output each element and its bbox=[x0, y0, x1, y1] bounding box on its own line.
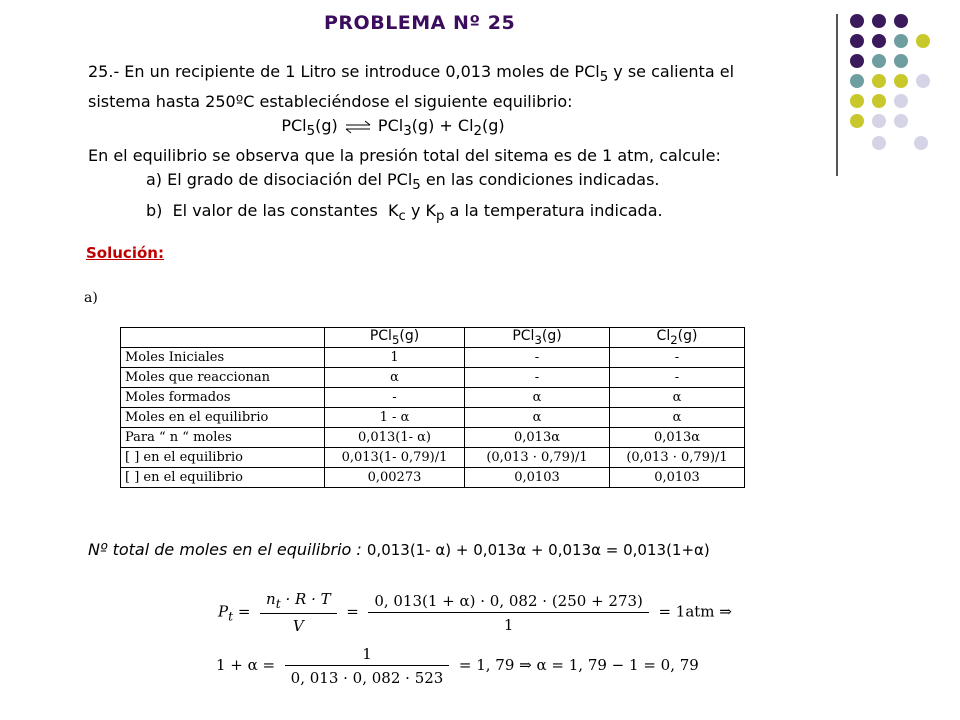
value-cell: 1 bbox=[325, 348, 465, 368]
total-moles-line: Nº total de moles en el equilibrio : 0,013(1- α) + 0,013α + 0,013α = 0,013(1+α) bbox=[88, 540, 710, 559]
value-cell: α bbox=[325, 368, 465, 388]
decorative-dot bbox=[872, 34, 886, 48]
table-header-cell: PCl$_3$(g) bbox=[465, 328, 610, 348]
value-cell: 0,013α bbox=[610, 428, 745, 448]
alpha-fraction: $\frac{1}{0, 013 \cdot 0, 082 \cdot 523}$ bbox=[285, 645, 450, 687]
table-row bbox=[121, 388, 745, 408]
decorative-dot bbox=[894, 14, 908, 28]
decorative-dot bbox=[872, 54, 886, 68]
row-label-cell: [ ] en el equilibrio bbox=[121, 468, 325, 488]
value-cell: - bbox=[465, 368, 610, 388]
decorative-dot-grid bbox=[850, 14, 950, 154]
decorative-dot bbox=[872, 136, 886, 150]
row-label-cell: Moles Iniciales bbox=[121, 348, 325, 368]
decorative-dot bbox=[850, 54, 864, 68]
decorative-dot bbox=[872, 74, 886, 88]
value-cell: (0,013 · 0,79)/1 bbox=[465, 448, 610, 468]
decorative-dot bbox=[850, 14, 864, 28]
value-cell: 0,0103 bbox=[610, 468, 745, 488]
row-label-cell: Moles que reaccionan bbox=[121, 368, 325, 388]
value-cell: 0,00273 bbox=[325, 468, 465, 488]
question-b: b) El valor de las constantes $K_c$ y $K_p$ a la temperatura indicada. bbox=[146, 200, 663, 224]
row-label-cell: [ ] en el equilibrio bbox=[121, 448, 325, 468]
value-cell: α bbox=[610, 388, 745, 408]
table-header-cell bbox=[121, 328, 325, 348]
value-cell: - bbox=[325, 388, 465, 408]
table-header-cell: $Cl_2(g)$ bbox=[610, 328, 745, 348]
table-row bbox=[121, 428, 745, 448]
value-cell: 1 - α bbox=[325, 408, 465, 428]
reaction-equation: PCl$_5$(g) $PCl_3(g) + Cl_2(g)$ bbox=[281, 116, 505, 140]
decorative-dot bbox=[850, 114, 864, 128]
decorative-dot bbox=[850, 74, 864, 88]
equilibrium-table bbox=[120, 327, 745, 488]
decorative-dot bbox=[850, 94, 864, 108]
value-cell: - bbox=[465, 348, 610, 368]
statement-line-4: En el equilibrio se observa que la presión total del sitema es de 1 atm, calcule: bbox=[88, 146, 721, 166]
decorative-dot bbox=[894, 74, 908, 88]
table-header-row bbox=[121, 328, 745, 348]
value-cell: - bbox=[610, 348, 745, 368]
decorative-dot bbox=[872, 14, 886, 28]
row-label-cell: Para “ n “ moles bbox=[121, 428, 325, 448]
decorative-dot bbox=[894, 34, 908, 48]
ideal-gas-fraction: $\frac{n_t \cdot R \cdot T}{V}$ bbox=[260, 590, 337, 635]
value-cell: 0,013(1- α) bbox=[325, 428, 465, 448]
alpha-formula: 1 + α = $\frac{1}{0, 013 \cdot 0, 082 \cdot 523}$ = 1, 79 ⇒ α = 1, 79 − 1 = 0, 79 bbox=[216, 645, 699, 687]
part-a-label: a) bbox=[84, 290, 98, 306]
decorative-dot bbox=[894, 94, 908, 108]
value-cell: (0,013 · 0,79)/1 bbox=[610, 448, 745, 468]
statement-line-2: sistema hasta 250ºC estableciéndose el siguiente equilibrio: bbox=[88, 92, 573, 112]
equilibrium-arrows-icon bbox=[343, 119, 373, 135]
value-cell: α bbox=[610, 408, 745, 428]
table-row bbox=[121, 468, 745, 488]
value-cell: α bbox=[465, 388, 610, 408]
pressure-formula: $P_t$ = $\frac{n_t \cdot R \cdot T}{V}$ = $\frac{0, 013(1 + \alpha) \cdot 0, 082 \cdot (250 + 273)}{1}$ = 1atm ⇒ bbox=[218, 590, 732, 635]
decorative-dot bbox=[894, 114, 908, 128]
page-title: PROBLEMA Nº 25 bbox=[324, 12, 516, 34]
statement-line-1: 25.- En un recipiente de 1 Litro se introduce 0,013 moles de PCl$_5$ y se calienta el bbox=[88, 62, 735, 86]
numeric-fraction: $\frac{0, 013(1 + \alpha) \cdot 0, 082 \cdot (250 + 273)}{1}$ bbox=[368, 592, 649, 634]
decorative-dot bbox=[914, 136, 928, 150]
table-row bbox=[121, 368, 745, 388]
question-a: a) El grado de disociación del PCl$_5$ en las condiciones indicadas. bbox=[146, 170, 660, 194]
problem-statement bbox=[88, 60, 818, 229]
row-label-cell: Moles formados bbox=[121, 388, 325, 408]
decorative-divider bbox=[836, 14, 838, 176]
value-cell: - bbox=[610, 368, 745, 388]
solution-heading: Solución: bbox=[86, 244, 164, 262]
decorative-dot bbox=[872, 94, 886, 108]
row-label-cell: Moles en el equilibrio bbox=[121, 408, 325, 428]
value-cell: 0,0103 bbox=[465, 468, 610, 488]
table-row bbox=[121, 408, 745, 428]
decorative-dot bbox=[916, 74, 930, 88]
decorative-dot bbox=[872, 114, 886, 128]
value-cell: α bbox=[465, 408, 610, 428]
table-row bbox=[121, 348, 745, 368]
table-row bbox=[121, 448, 745, 468]
table-header-cell: PCl$_5$(g) bbox=[325, 328, 465, 348]
value-cell: 0,013α bbox=[465, 428, 610, 448]
value-cell: 0,013(1- 0,79)/1 bbox=[325, 448, 465, 468]
decorative-dot bbox=[850, 34, 864, 48]
decorative-dot bbox=[894, 54, 908, 68]
decorative-dot bbox=[916, 34, 930, 48]
